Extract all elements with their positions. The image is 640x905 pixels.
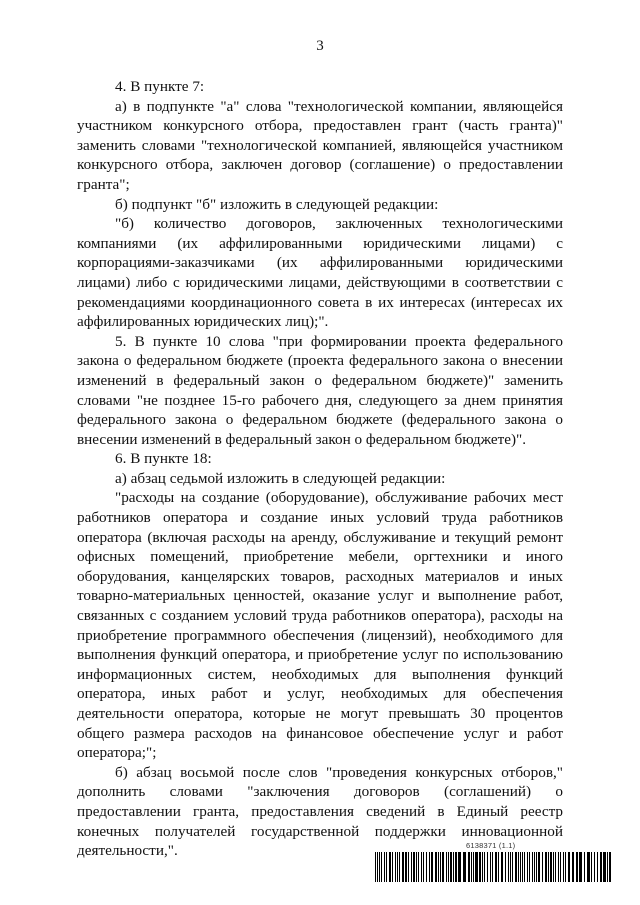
barcode-bar [536,852,537,882]
barcode-bar [545,852,547,882]
barcode-bar [381,852,382,882]
barcode-bar [399,852,400,882]
barcode-bar [560,852,561,882]
barcode-bar [386,852,387,882]
barcode-bar [438,852,439,882]
paragraph-subitem-4b: б) подпункт "б" изложить в следующей редакции: [115,195,439,213]
barcode-bar [609,852,611,882]
barcode-bar [475,852,478,882]
barcode-bar [591,852,592,882]
barcode-bar [527,852,528,882]
barcode-bar [463,852,466,882]
barcode-bar [542,852,543,882]
barcode-bar [479,852,481,882]
barcode-bar [508,852,509,882]
barcode-bar [429,852,430,882]
paragraph-subitem-6a: а) абзац седьмой изложить в следующей редакции: [115,469,446,487]
barcode-bar [392,852,393,882]
page-number: 3 [316,38,324,54]
barcode-bar [532,852,533,882]
barcode-bar [484,852,485,882]
barcode-bar [510,852,511,882]
barcode-bar [482,852,483,882]
barcode-bar [565,852,566,882]
barcode-bar [492,852,493,882]
barcode-bar [426,852,427,882]
paragraph-item-5: 5. В пункте 10 слова "при формировании проекта федерального закона о федеральном бюджете (проекта федерального закона о внесении изменений в федеральный закон о федеральном бюджете)" заменить словами "не позднее 15-го рабочего дня, следующего за днем принятия федерального закона о федеральном бюджете (федерального закона о внесении изменений в федеральный закон о федеральном бюджете)". [77,332,563,448]
paragraph-subitem-6b: б) абзац восьмой после слов "проведения конкурсных отборов," дополнить словами "заключения договоров (соглашений) о предоставлении гранта, предоставления сведений в Единый реестр конечных получателей государственной поддержки инновационной деятельности,". [77,763,563,860]
barcode-bar [518,852,519,882]
barcode-bar [468,852,470,882]
barcode-bar [498,852,499,882]
barcode-bar [455,852,457,882]
barcode-bar [515,852,517,882]
barcode-bar [423,852,424,882]
barcode-bar [550,852,552,882]
barcode-bar [446,852,447,882]
barcode-bar [597,852,598,882]
barcode-bar [490,852,491,882]
barcode-bar [522,852,523,882]
barcode-bar [558,852,559,882]
barcode-bar [431,852,433,882]
barcode-bar [418,852,419,882]
barcode-bar [487,852,488,882]
barcode-bar [405,852,407,882]
barcode-bar [379,852,380,882]
barcode-bar [600,852,602,882]
barcode-bar [534,852,535,882]
barcode-bar [607,852,608,882]
barcode-bar [587,852,590,882]
barcode-icon [375,852,611,882]
barcode-bar [416,852,417,882]
barcode-bar [458,852,461,882]
barcode-bar [384,852,385,882]
barcode-bar [421,852,422,882]
barcode-bar [520,852,521,882]
barcode-bar [453,852,454,882]
barcode-bar [435,852,437,882]
barcode-bar [377,852,378,882]
barcode-bar [397,852,398,882]
barcode-bar [584,852,585,882]
barcode-bar [442,852,444,882]
paragraph-quote-4b: "б) количество договоров, заключенных технологическими компаниями (их аффилированными юридическими лицами) с корпорациями-заказчиками (их аффилированными юридическими лицами) либо с юридическими лицами, действующими в соответствии с рекомендациями координационного совета в их интересах (интересах их аффилированных юридических лиц);". [77,215,563,331]
barcode-bar [553,852,554,882]
barcode-bar [495,852,497,882]
document-body [77,77,563,861]
barcode-bar [576,852,578,882]
paragraph-quote-6a: "расходы на создание (оборудование), обслуживание рабочих мест работников оператора и создание иных условий труда работников оператора (включая расходы на аренду, обслуживание и текущий ремонт офисных помещений, приобретение мебели, оргтехники и иного оборудования, канцелярских товаров, расходных материалов и иных товарно-материальных ценностей, оказание услуг и выполнение работ, связанных с созданием условий труда работников оператора), расходы на приобретение программного обеспечения (лицензий), необходимого для выполнения функций оператора, и приобретение услуг по использованию информационных систем, необходимых для выполнения функций оператора, иных работ и услуг, необходимых для обеспечения деятельности оператора, которые не могут превышать 30 процентов общего размера расходов на финансовое обеспечение услуг и работ оператора;"; [77,489,563,762]
barcode-bar [568,852,570,882]
barcode-bar [473,852,474,882]
barcode-bar [548,852,549,882]
barcode-bar [471,852,472,882]
paragraph-subitem-4a: а) в подпункте "а" слова "технологической компании, являющейся участником конкурсного отбора, предоставлен грант (часть гранта)" заменить словами "технологической компанией, являющейся участником конкурсного отбора, заключен договор (соглашение) о предоставлении гранта"; [77,97,563,193]
barcode-bar [395,852,396,882]
barcode-bar [512,852,513,882]
barcode-bar [402,852,404,882]
barcode-bar [411,852,412,882]
barcode-bar [389,852,391,882]
barcode-bar [594,852,595,882]
barcode-bar [572,852,574,882]
barcode-bar [450,852,452,882]
barcode-bar [440,852,441,882]
paragraph-item-6: 6. В пункте 18: [115,450,212,468]
barcode-bar [579,852,582,882]
barcode-bar [563,852,564,882]
barcode-bar [408,852,409,882]
barcode-bar [538,852,540,882]
barcode-bar [501,852,503,882]
barcode-bar [524,852,525,882]
barcode-bar [413,852,415,882]
barcode-bar [555,852,556,882]
barcode-bar [375,852,376,882]
barcode-bar [603,852,606,882]
barcode-bar [448,852,449,882]
barcode-bar [505,852,506,882]
paragraph-item-4: 4. В пункте 7: [115,78,205,95]
document-code: 6138371 (1.1) [466,841,516,850]
barcode-bar [529,852,530,882]
